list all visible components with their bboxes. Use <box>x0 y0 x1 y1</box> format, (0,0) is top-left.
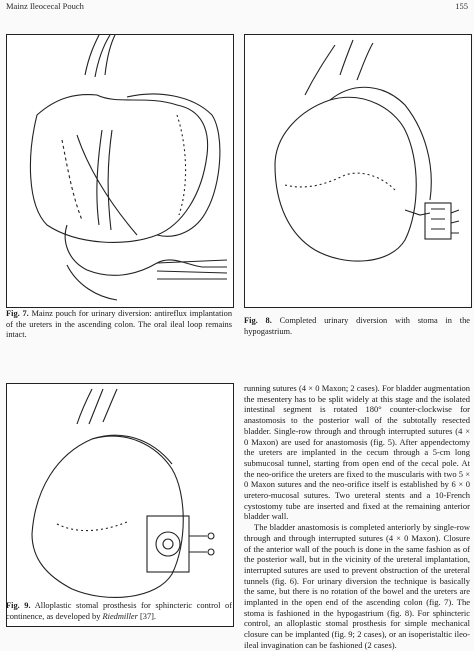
figure-8-caption-text: Completed urinary diversion with stoma in the hypogastrium. <box>244 316 470 336</box>
figure-8-caption <box>244 316 470 337</box>
running-head <box>6 1 468 13</box>
figure-9-caption-ref: [37]. <box>139 611 157 621</box>
figure-9-label: Fig. 9. <box>6 601 31 610</box>
figure-8-label: Fig. 8. <box>244 316 272 325</box>
body-paragraph-1: running sutures (4 × 0 Maxon; 2 cases). For bladder augmentation the mesentery has to be split widely at this stage and the isolated intestinal segment is rotated 180° counter-clockwise for anastomosis to the posterior wall of the subtotally resected bladder. Single-row through and through interrupted sutures (4 × 0 Maxon) are used for anastomosis (fig. 5). After appendectomy the ureters are implanted in the cecum through a 5-cm long submucosal tunnel, starting from open end of the cecal pole. At the neo-orifice the ureters are fixed to the muscularis with two 5 × 0 Maxon sutures and the neo-orifice itself is established by 6 × 0 uretero-mucosal sutures. Two ureteral stents and a 10-French cystostomy tube are inserted and fixed at the remaining anterior bladder wall. <box>244 383 470 522</box>
prosthesis-drawing <box>7 384 233 626</box>
figure-8-illustration <box>244 34 472 308</box>
page-number: 155 <box>455 1 468 11</box>
figure-7-illustration <box>6 34 234 308</box>
body-text <box>244 383 470 651</box>
body-paragraph-2: The bladder anastomosis is completed anteriorly by single-row through and through interrupted sutures (4 × 0 Maxon). Closure of the anterior wall of the pouch is done in the same fashion as of the posterior wall, but in the vicinity of the ureteral implantation, interrupted sutures are used to prevent obstruction of the ureteral tunnels (fig. 6). For urinary diversion the technique is basically the same, but there is no rotation of the bowel and the ureters are implanted in the open end of the ascending colon (fig. 7). The stoma is fashioned in the hypogastrium (fig. 8). For sphincteric control, an alloplastic stomal prosthesis for simple mechanical closure can be implanted (fig. 9; 2 cases), or an isoperistaltic ileo-ileal invagination can be fashioned (2 cases). <box>244 522 470 650</box>
stoma-drawing <box>245 35 471 307</box>
figure-9-caption-author: Riedmiller <box>102 611 138 621</box>
figure-7-caption <box>6 309 232 341</box>
figure-9-caption-text: Alloplastic stomal prosthesis for sphincteric control of continence, as developed by <box>6 601 232 621</box>
pouch-drawing <box>7 35 233 307</box>
figure-9-illustration <box>6 383 234 627</box>
figure-7-label: Fig. 7. <box>6 309 29 318</box>
figure-9-caption <box>6 601 232 622</box>
running-head-title: Mainz Ileocecal Pouch <box>6 1 84 11</box>
figure-7-caption-text: Mainz pouch for urinary diversion: antireflux implantation of the ureters in the ascending colon. The oral ileal loop remains intact. <box>6 309 233 339</box>
